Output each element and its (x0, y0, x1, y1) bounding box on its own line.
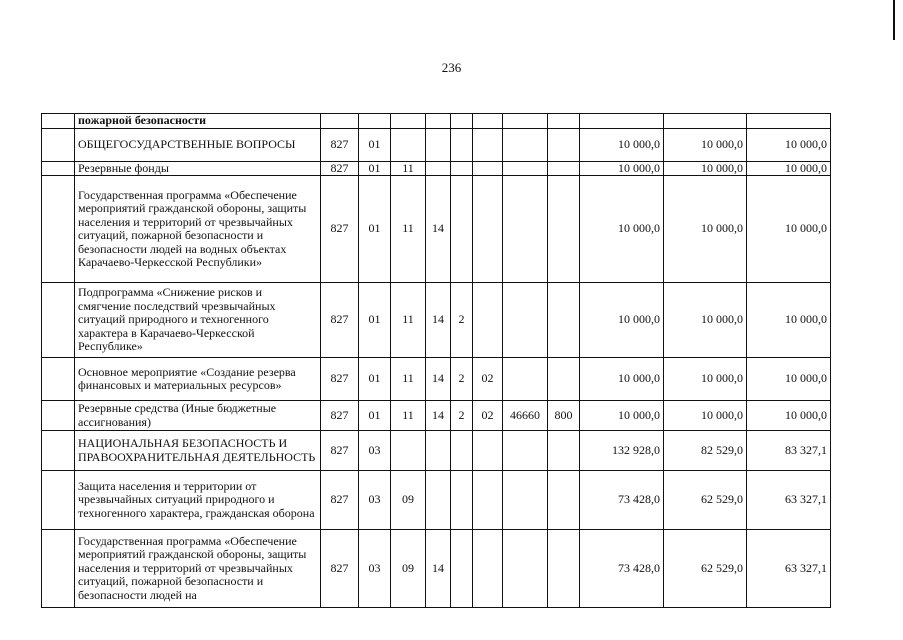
target-subprogram-code: 2 (451, 358, 473, 401)
target-program-code (426, 114, 451, 129)
target-subprogram-code: 2 (451, 283, 473, 358)
target-event-code (473, 128, 503, 161)
admin-code: 827 (321, 471, 359, 530)
section-code: 03 (359, 431, 391, 471)
table-row (42, 358, 831, 401)
admin-code: 827 (321, 401, 359, 431)
amount-year-1: 10 000,0 (580, 176, 664, 283)
expense-type-code (548, 471, 580, 530)
subsection-code: 09 (391, 530, 426, 608)
target-program-code (426, 128, 451, 161)
admin-code: 827 (321, 283, 359, 358)
target-event-code: 02 (473, 358, 503, 401)
subsection-code: 11 (391, 161, 426, 176)
target-event-code (473, 471, 503, 530)
row-margin-cell (42, 530, 75, 608)
amount-year-2: 10 000,0 (664, 358, 747, 401)
target-subprogram-code (451, 431, 473, 471)
row-name: Основное мероприятие «Создание резерва финансовых и материальных ресурсов» (75, 358, 321, 401)
table-row (42, 114, 831, 129)
expense-type-code (548, 358, 580, 401)
target-direction-code (503, 358, 548, 401)
amount-year-2: 62 529,0 (664, 471, 747, 530)
amount-year-1: 132 928,0 (580, 431, 664, 471)
subsection-code (391, 114, 426, 129)
row-margin-cell (42, 114, 75, 129)
subsection-code: 11 (391, 358, 426, 401)
target-direction-code (503, 530, 548, 608)
expense-type-code (548, 161, 580, 176)
target-direction-code (503, 283, 548, 358)
amount-year-2: 10 000,0 (664, 161, 747, 176)
amount-year-1: 10 000,0 (580, 161, 664, 176)
expense-type-code (548, 530, 580, 608)
amount-year-2: 10 000,0 (664, 401, 747, 431)
target-program-code (426, 471, 451, 530)
subsection-code: 09 (391, 471, 426, 530)
subsection-code (391, 431, 426, 471)
admin-code (321, 114, 359, 129)
expense-type-code (548, 283, 580, 358)
row-name: Государственная программа «Обеспечение мероприятий гражданской обороны, защиты населения и территорий от чрезвычайных ситуаций, пожарной безопасности и безопасности людей на (75, 530, 321, 608)
target-event-code (473, 114, 503, 129)
target-program-code: 14 (426, 283, 451, 358)
admin-code: 827 (321, 176, 359, 283)
page-edge-rule (893, 0, 895, 40)
expense-type-code (548, 114, 580, 129)
target-direction-code (503, 128, 548, 161)
section-code: 01 (359, 128, 391, 161)
table-row (42, 530, 831, 608)
target-program-code: 14 (426, 401, 451, 431)
target-event-code (473, 161, 503, 176)
table-row (42, 401, 831, 431)
section-code: 01 (359, 358, 391, 401)
amount-year-3: 10 000,0 (747, 176, 831, 283)
target-subprogram-code (451, 471, 473, 530)
admin-code: 827 (321, 161, 359, 176)
target-program-code (426, 161, 451, 176)
row-margin-cell (42, 471, 75, 530)
amount-year-1: 73 428,0 (580, 471, 664, 530)
target-event-code (473, 431, 503, 471)
amount-year-1: 10 000,0 (580, 401, 664, 431)
table-row (42, 161, 831, 176)
target-subprogram-code (451, 530, 473, 608)
expense-type-code (548, 176, 580, 283)
amount-year-1 (580, 114, 664, 129)
subsection-code: 11 (391, 176, 426, 283)
target-event-code: 02 (473, 401, 503, 431)
table-row (42, 471, 831, 530)
target-subprogram-code (451, 128, 473, 161)
target-subprogram-code (451, 161, 473, 176)
section-code (359, 114, 391, 129)
target-subprogram-code: 2 (451, 401, 473, 431)
row-name: Защита населения и территории от чрезвычайных ситуаций природного и техногенного характера, гражданская оборона (75, 471, 321, 530)
row-margin-cell (42, 358, 75, 401)
amount-year-3 (747, 114, 831, 129)
amount-year-3: 10 000,0 (747, 401, 831, 431)
row-name: НАЦИОНАЛЬНАЯ БЕЗОПАСНОСТЬ И ПРАВООХРАНИТЕЛЬНАЯ ДЕЯТЕЛЬНОСТЬ (75, 431, 321, 471)
admin-code: 827 (321, 431, 359, 471)
target-program-code (426, 431, 451, 471)
subsection-code: 11 (391, 401, 426, 431)
subsection-code: 11 (391, 283, 426, 358)
target-event-code (473, 283, 503, 358)
section-code: 01 (359, 161, 391, 176)
expense-type-code: 800 (548, 401, 580, 431)
admin-code: 827 (321, 530, 359, 608)
amount-year-2 (664, 114, 747, 129)
amount-year-3: 10 000,0 (747, 128, 831, 161)
row-name: ОБЩЕГОСУДАРСТВЕННЫЕ ВОПРОСЫ (75, 128, 321, 161)
amount-year-1: 73 428,0 (580, 530, 664, 608)
row-margin-cell (42, 161, 75, 176)
amount-year-3: 63 327,1 (747, 471, 831, 530)
page-number: 236 (441, 60, 462, 75)
amount-year-2: 82 529,0 (664, 431, 747, 471)
amount-year-1: 10 000,0 (580, 358, 664, 401)
target-direction-code (503, 176, 548, 283)
amount-year-3: 63 327,1 (747, 530, 831, 608)
amount-year-3: 10 000,0 (747, 161, 831, 176)
target-direction-code (503, 161, 548, 176)
amount-year-2: 10 000,0 (664, 283, 747, 358)
amount-year-3: 83 327,1 (747, 431, 831, 471)
row-name: Государственная программа «Обеспечение мероприятий гражданской обороны, защиты населения и территорий от чрезвычайных ситуаций, пожарной безопасности и безопасности людей на водных объектах Карачаево-Черкесской Республики» (75, 176, 321, 283)
amount-year-2: 10 000,0 (664, 128, 747, 161)
amount-year-1: 10 000,0 (580, 128, 664, 161)
row-name: Подпрограмма «Снижение рисков и смягчение последствий чрезвычайных ситуаций природного и техногенного характера в Карачаево-Черкесской Республике» (75, 283, 321, 358)
row-margin-cell (42, 431, 75, 471)
target-direction-code (503, 471, 548, 530)
admin-code: 827 (321, 358, 359, 401)
subsection-code (391, 128, 426, 161)
target-subprogram-code (451, 114, 473, 129)
target-direction-code: 46660 (503, 401, 548, 431)
admin-code: 827 (321, 128, 359, 161)
section-code: 01 (359, 283, 391, 358)
target-direction-code (503, 431, 548, 471)
row-margin-cell (42, 176, 75, 283)
target-direction-code (503, 114, 548, 129)
target-subprogram-code (451, 176, 473, 283)
target-program-code: 14 (426, 176, 451, 283)
expense-type-code (548, 128, 580, 161)
section-code: 03 (359, 530, 391, 608)
target-event-code (473, 176, 503, 283)
amount-year-1: 10 000,0 (580, 283, 664, 358)
table-row (42, 431, 831, 471)
table-row (42, 176, 831, 283)
row-margin-cell (42, 283, 75, 358)
row-name: Резервные средства (Иные бюджетные ассигнования) (75, 401, 321, 431)
section-code: 01 (359, 176, 391, 283)
section-code: 03 (359, 471, 391, 530)
target-program-code: 14 (426, 358, 451, 401)
target-program-code: 14 (426, 530, 451, 608)
row-margin-cell (42, 128, 75, 161)
budget-table (41, 113, 831, 608)
table-row (42, 128, 831, 161)
table-row (42, 283, 831, 358)
amount-year-3: 10 000,0 (747, 358, 831, 401)
expense-type-code (548, 431, 580, 471)
row-name: пожарной безопасности (75, 114, 321, 129)
amount-year-3: 10 000,0 (747, 283, 831, 358)
amount-year-2: 62 529,0 (664, 530, 747, 608)
amount-year-2: 10 000,0 (664, 176, 747, 283)
row-margin-cell (42, 401, 75, 431)
section-code: 01 (359, 401, 391, 431)
row-name: Резервные фонды (75, 161, 321, 176)
target-event-code (473, 530, 503, 608)
